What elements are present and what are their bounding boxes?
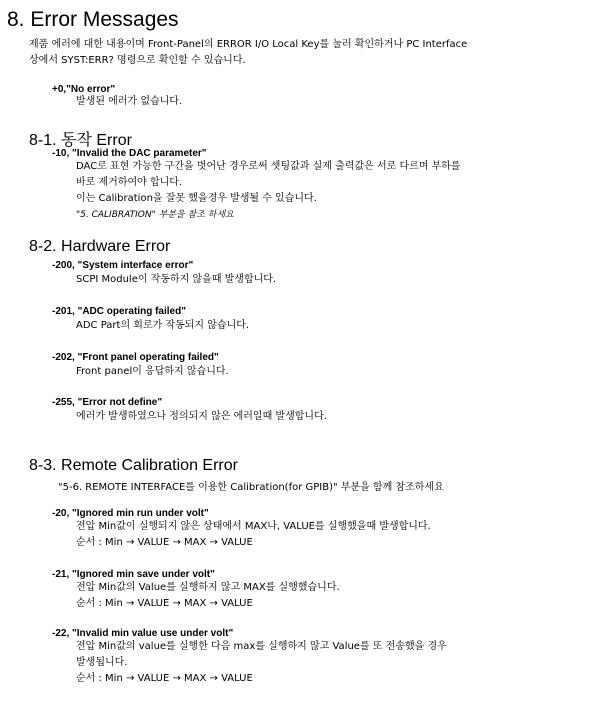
error-description — [76, 519, 431, 551]
description-line: 이는 Calibration을 잘못 했을경우 발생될 수 있습니다. — [76, 193, 317, 204]
description-line: SCPI Module이 작동하지 않을때 발생합니다. — [76, 274, 277, 285]
description-line: DAC로 표현 가능한 구간을 벗어난 경우로써 셋팅값과 실제 출력값은 서로 다르며 부하를 — [76, 161, 461, 172]
intro-line: 제품 에러에 대한 내용이며 Front-Panel의 ERROR I/O Local Key를 눌러 확인하거나 PC Interface — [29, 39, 468, 50]
error-code: +0,"No error" — [52, 84, 116, 95]
description-line: 발생됩니다. — [76, 657, 128, 668]
error-code: -22, "Invalid min value use under volt" — [52, 628, 234, 639]
error-code: -20, "Ignored min run under volt" — [52, 508, 209, 519]
description-line: 바로 제거하여야 합니다. — [76, 177, 183, 188]
error-code: -255, "Error not define" — [52, 397, 163, 408]
description-line: 에러가 발생하였으나 정의되지 않은 에러일때 발생합니다. — [76, 411, 327, 422]
error-code: -202, "Front panel operating failed" — [52, 352, 219, 363]
description-line: ADC Part의 회로가 작동되지 않습니다. — [76, 320, 250, 331]
error-description — [76, 94, 182, 110]
error-code: -21, "Ignored min save under volt" — [52, 569, 215, 580]
section-heading: 8-3. Remote Calibration Error — [29, 457, 238, 474]
intro-line: 상에서 SYST:ERR? 명령으로 확인할 수 있습니다. — [29, 55, 246, 66]
intro-paragraph — [29, 37, 599, 69]
error-description — [76, 272, 276, 288]
reference-note: "5. CALIBRATION" 부분을 참조 하세요 — [76, 210, 234, 220]
page-title: 8. Error Messages — [7, 8, 179, 31]
description-line: 전압 Min값이 실행되지 않은 상태에서 MAX나, VALUE를 실행했을때 발생합니다. — [76, 521, 431, 532]
error-description — [76, 580, 340, 612]
error-description — [76, 364, 229, 380]
error-code: -201, "ADC operating failed" — [52, 306, 186, 317]
description-line: 발생된 에러가 없습니다. — [76, 96, 183, 107]
description-line: 전압 Min값의 Value를 실행하지 않고 MAX를 실행했습니다. — [76, 582, 340, 593]
sequence-line: 순서 : Min → VALUE → MAX → VALUE — [76, 598, 253, 609]
section-heading: 8-2. Hardware Error — [29, 238, 171, 255]
error-description — [76, 639, 447, 687]
sequence-line: 순서 : Min → VALUE → MAX → VALUE — [76, 537, 253, 548]
error-description — [76, 159, 461, 223]
section-reference: "5-6. REMOTE INTERFACE를 이용한 Calibration(for GPIB)" 부분을 함께 참조하세요 — [58, 482, 444, 493]
section-heading: 8-1. 동작 Error — [29, 132, 132, 149]
error-description — [76, 409, 327, 425]
sequence-line: 순서 : Min → VALUE → MAX → VALUE — [76, 673, 253, 684]
error-description — [76, 318, 249, 334]
error-code: -10, "Invalid the DAC parameter" — [52, 148, 207, 159]
description-line: 전압 Min값의 value를 실행한 다음 max를 실행하지 않고 Value를 또 전송했을 경우 — [76, 641, 447, 652]
description-line: Front panel이 응답하지 않습니다. — [76, 366, 229, 377]
error-code: -200, "System interface error" — [52, 260, 194, 271]
